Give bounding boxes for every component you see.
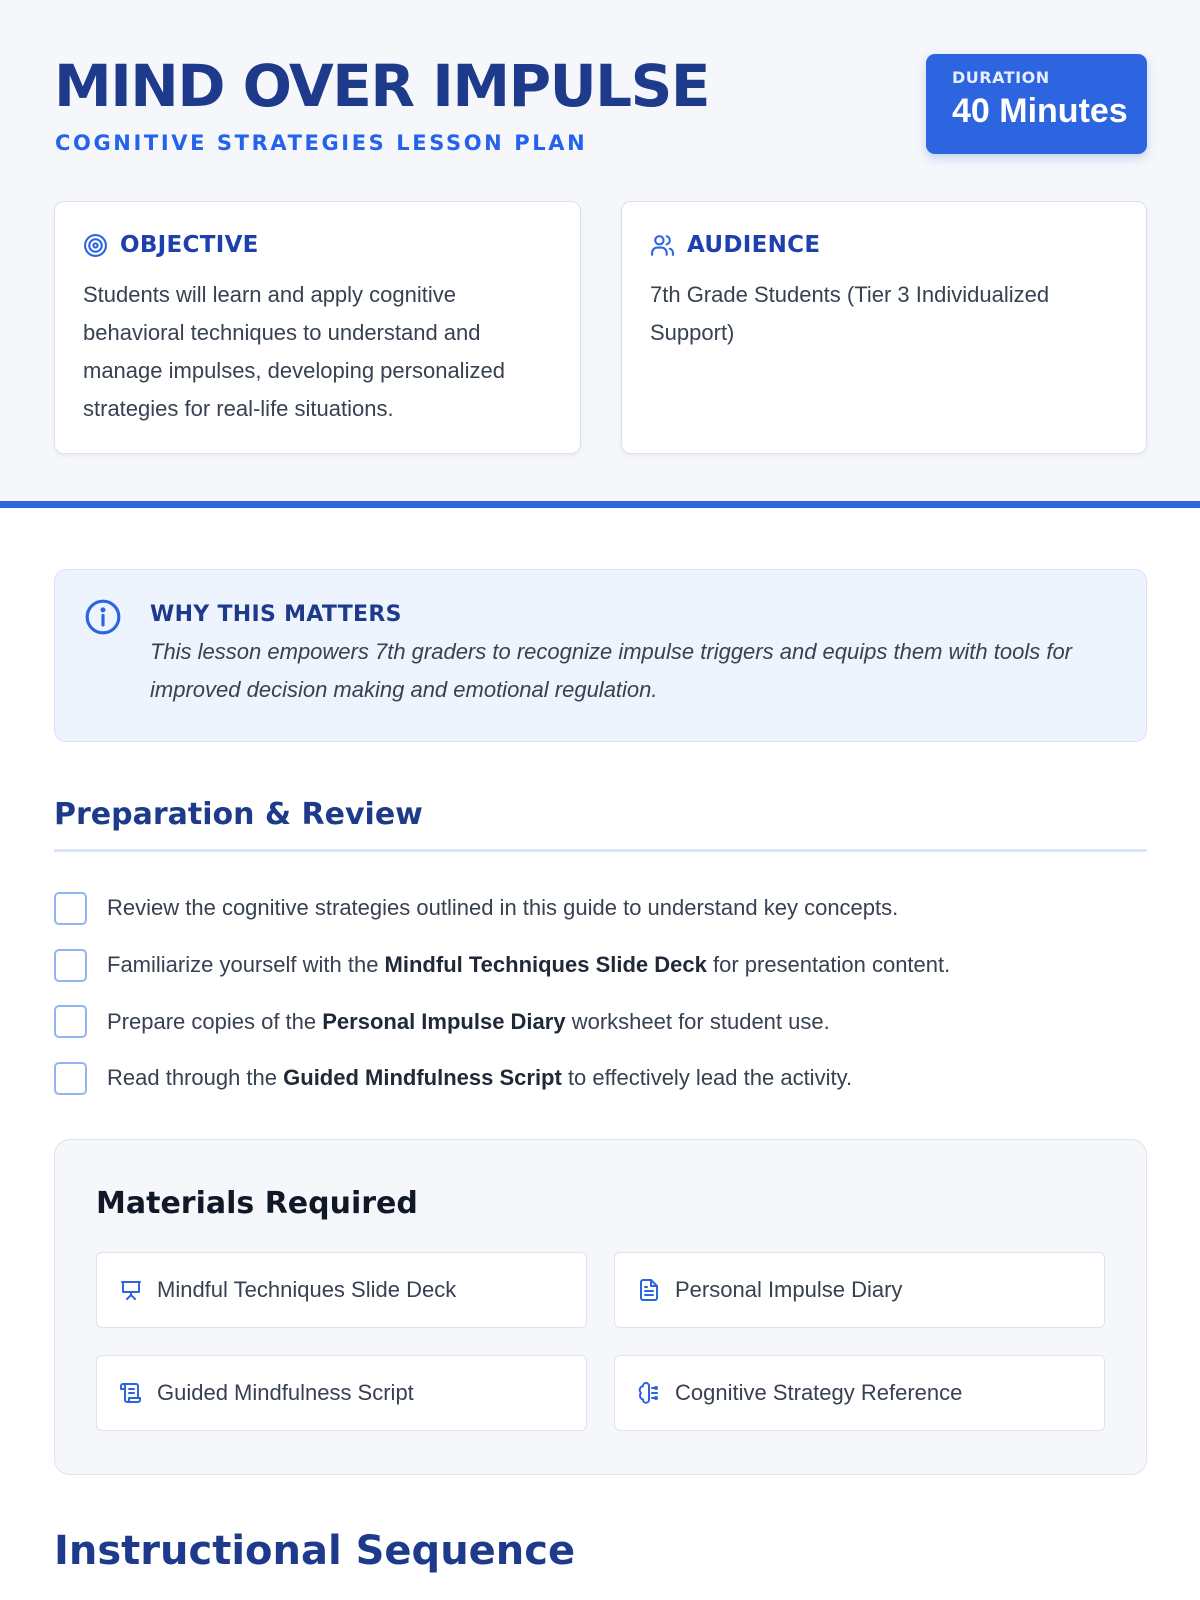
material-item[interactable] xyxy=(614,1355,1105,1431)
brain-icon xyxy=(637,1381,661,1405)
material-label: Cognitive Strategy Reference xyxy=(675,1380,963,1405)
material-item[interactable] xyxy=(614,1252,1105,1328)
instructional-sequence-title: Instructional Sequence xyxy=(54,1528,576,1574)
preparation-checklist xyxy=(54,880,950,1107)
why-text: This lesson empowers 7th graders to recognize impulse triggers and equips them with tools for improved decision making and emotional regulation. xyxy=(150,639,1073,702)
material-label: Guided Mindfulness Script xyxy=(157,1380,414,1405)
checklist-item xyxy=(54,1050,950,1107)
objective-heading: OBJECTIVE xyxy=(120,232,259,258)
materials-panel xyxy=(54,1139,1147,1475)
checklist-item xyxy=(54,993,950,1050)
checklist-item-text: Read through the Guided Mindfulness Script to effectively lead the activity. xyxy=(107,1065,853,1091)
why-this-matters-callout xyxy=(54,569,1147,742)
checklist-item xyxy=(54,880,950,937)
checklist-item xyxy=(54,937,950,994)
page-subtitle: COGNITIVE STRATEGIES LESSON PLAN xyxy=(55,131,588,155)
checkbox[interactable] xyxy=(54,1005,87,1038)
scroll-icon xyxy=(119,1381,143,1405)
material-item[interactable] xyxy=(96,1252,587,1328)
audience-card xyxy=(621,201,1147,454)
target-icon xyxy=(83,233,108,258)
material-item[interactable] xyxy=(96,1355,587,1431)
duration-label: DURATION xyxy=(952,68,1050,87)
material-label: Mindful Techniques Slide Deck xyxy=(157,1277,457,1302)
materials-title: Materials Required xyxy=(96,1186,418,1221)
checkbox[interactable] xyxy=(54,949,87,982)
checkbox[interactable] xyxy=(54,892,87,925)
audience-heading: AUDIENCE xyxy=(687,232,821,258)
checklist-item-text: Familiarize yourself with the Mindful Techniques Slide Deck for presentation content. xyxy=(107,952,951,978)
checklist-item-text: Prepare copies of the Personal Impulse Diary worksheet for student use. xyxy=(107,1008,830,1034)
objective-text: Students will learn and apply cognitive behavioral techniques to understand and manage impulses, developing personalized strategies for real-life situations. xyxy=(83,282,505,421)
material-label: Personal Impulse Diary xyxy=(675,1277,903,1302)
users-icon xyxy=(650,233,675,258)
checkbox[interactable] xyxy=(54,1062,87,1095)
preparation-title: Preparation & Review xyxy=(54,797,423,832)
info-icon xyxy=(84,598,122,741)
audience-text: 7th Grade Students (Tier 3 Individualized Support) xyxy=(650,282,1050,345)
objective-card xyxy=(54,201,581,454)
page-title: MIND OVER IMPULSE xyxy=(54,52,710,120)
checklist-item-text: Review the cognitive strategies outlined in this guide to understand key concepts. xyxy=(107,895,899,921)
why-heading: WHY THIS MATTERS xyxy=(150,602,402,627)
header-section xyxy=(0,0,1200,508)
duration-badge xyxy=(926,54,1147,154)
document-icon xyxy=(637,1278,661,1302)
section-divider xyxy=(54,849,1147,852)
duration-value: 40 Minutes xyxy=(952,92,1128,130)
presentation-icon xyxy=(119,1278,143,1302)
